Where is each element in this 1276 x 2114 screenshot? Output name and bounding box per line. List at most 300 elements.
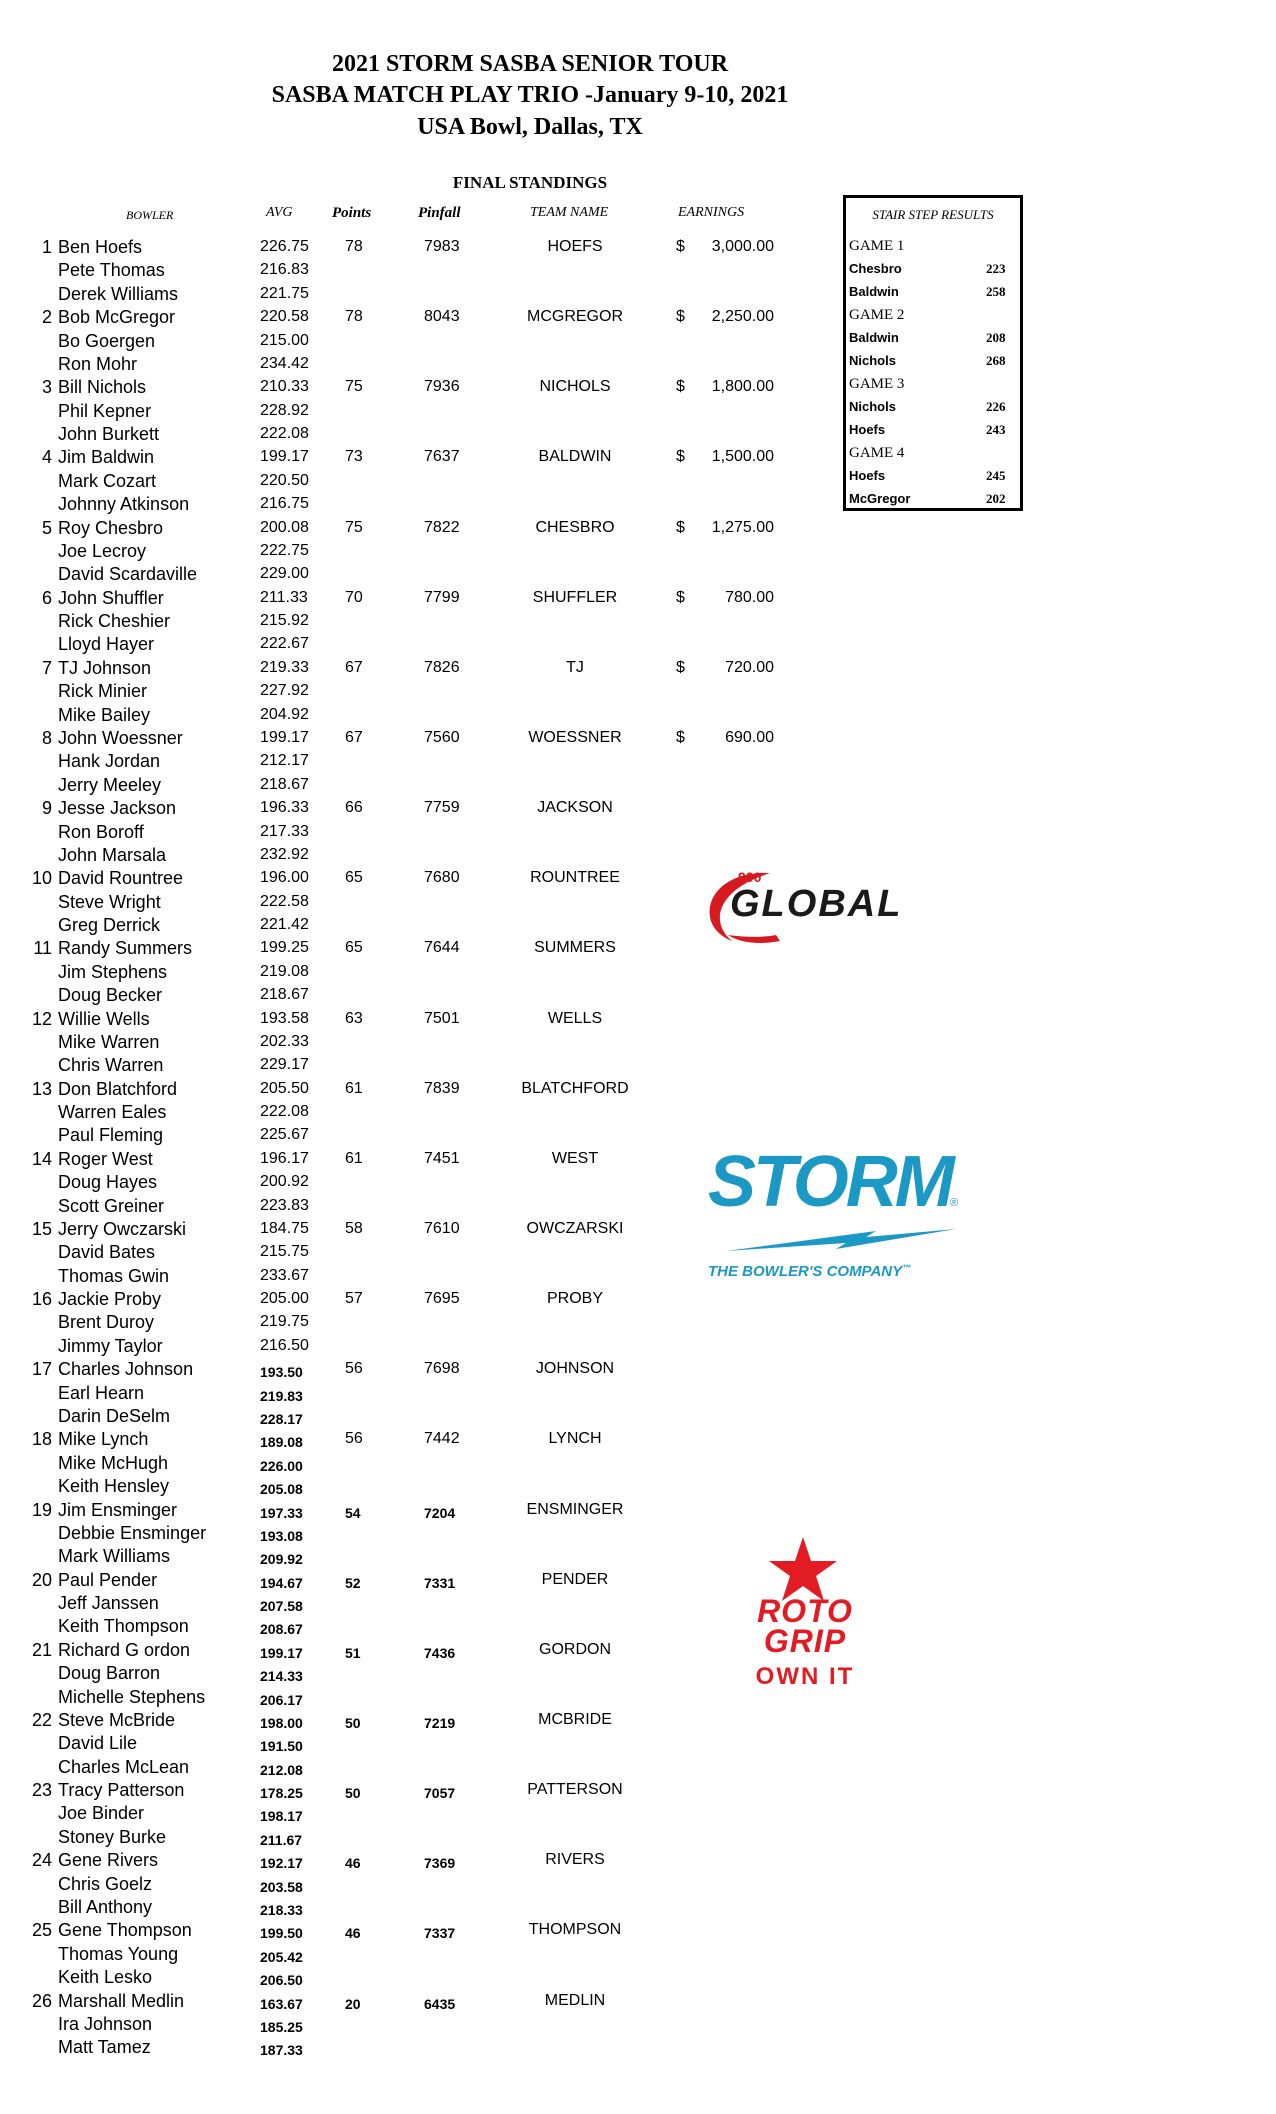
team-rank: 3 [41,377,52,398]
team-pinfall: 7337 [424,1925,456,1942]
avg-column-header: AVG [266,205,293,220]
bowler-name: Scott Greiner [58,1195,165,1216]
team-pinfall: 7436 [424,1644,456,1661]
bowler-average: 221.42 [260,916,309,934]
bowler-average: 205.50 [260,1079,309,1097]
team-rank: 20 [31,1569,52,1590]
team-points: 63 [345,1009,363,1027]
bowler-name: Jimmy Taylor [58,1335,163,1356]
bowler-name: John Shuffler [58,587,164,608]
bowler-name: Phil Kepner [58,400,152,421]
bowler-average: 215.00 [260,331,309,349]
lightning-bolt-icon [726,1225,956,1255]
bowler-average: 202.33 [260,1032,309,1050]
team-name: GORDON [539,1640,611,1658]
bowler-name: Doug Barron [58,1663,161,1684]
bowler-name: Jim Baldwin [58,447,155,468]
team-name: OWCZARSKI [526,1219,624,1237]
bowler-average: 225.67 [260,1126,309,1144]
bowler-name: Jackie Proby [58,1289,162,1310]
team-rank: 9 [41,798,52,819]
bowler-average: 228.17 [260,1411,303,1427]
team-rank: 18 [31,1429,52,1450]
team-rank: 17 [31,1359,52,1380]
stair-step-results-box [843,195,1023,511]
team-points: 75 [345,518,363,536]
team-rank: 23 [31,1780,52,1801]
bowler-average: 199.50 [260,1925,303,1942]
bowler-average: 200.92 [260,1173,309,1191]
bowler-average: 203.58 [260,1878,303,1895]
team-rank: 22 [31,1709,52,1730]
team-name: HOEFS [547,238,603,255]
bowler-name: Thomas Gwin [58,1265,170,1286]
team-points: 56 [345,1430,363,1448]
team-name: PENDER [541,1570,609,1588]
team-earnings: $ 720.00 [676,658,774,676]
bowler-name: Greg Derrick [58,915,161,936]
team-pinfall: 7637 [424,448,460,466]
team-pinfall: 7680 [424,869,460,887]
bowler-average: 221.75 [260,284,309,302]
stair-bowler-name: Nichols [849,353,896,368]
bowler-average: 220.58 [260,308,309,326]
team-name: SHUFFLER [532,588,618,606]
bowler-average: 199.25 [260,939,309,957]
bowler-name: Stoney Burke [58,1826,167,1847]
grip-wordmark: GRIP [763,1623,847,1659]
team-name: SUMMERS [534,939,616,957]
bowler-name: Mike McHugh [58,1452,169,1473]
bowler-name: Thomas Young [58,1943,179,1964]
team-pinfall: 7822 [424,518,460,536]
team-pinfall: 7369 [424,1855,456,1872]
bowler-average: 234.42 [260,354,309,372]
bowler-name: Ron Mohr [58,353,138,374]
bowler-average: 205.00 [260,1290,309,1308]
bowler-name: Doug Becker [58,985,163,1006]
team-name: MCBRIDE [538,1710,612,1728]
team-name: ENSMINGER [526,1500,624,1518]
bowler-average: 196.17 [260,1149,309,1167]
bowler-name: David Bates [58,1242,156,1263]
team-rank: 5 [41,517,52,538]
team-name: PROBY [546,1290,603,1308]
team-name: NICHOLS [539,378,611,396]
bowler-name: Debbie Ensminger [58,1522,207,1543]
bowler-average: 178.25 [260,1785,303,1802]
bowler-average: 219.75 [260,1313,309,1331]
team-points: 67 [345,658,363,676]
bowler-name: Mark Cozart [58,470,157,491]
team-rank: 15 [31,1218,52,1239]
bowler-average: 206.50 [260,1972,303,1989]
bowler-name: Ben Hoefs [58,237,143,257]
team-rank: 4 [41,447,52,468]
bowler-name: Derek Williams [58,283,179,304]
team-rank: 11 [33,938,52,959]
bowler-average: 218.67 [260,986,309,1004]
team-points: 61 [345,1149,363,1167]
bowler-average: 206.17 [260,1691,303,1708]
bowler-name: Paul Fleming [58,1125,164,1146]
team-name: TJ [566,658,584,676]
bowler-name: Brent Duroy [58,1312,155,1333]
stair-bowler-name: Hoefs [849,422,886,437]
bowler-name: Ron Boroff [58,821,144,842]
bowler-average: 196.33 [260,799,309,817]
team-points: 52 [345,1574,361,1591]
team-earnings: $ 1,275.00 [676,518,774,536]
team-rank: 21 [31,1639,52,1660]
team-rank: 13 [31,1078,52,1099]
stair-bowler-name: McGregor [849,491,911,506]
team-rank: 2 [41,307,52,328]
bowler-name: David Lile [58,1733,138,1754]
storm-wordmark: STORM [708,1142,952,1222]
team-name: BLATCHFORD [521,1079,629,1097]
storm-registered-mark: ® [950,1197,959,1209]
team-pinfall: 7759 [424,799,460,817]
bowler-name: Bill Anthony [58,1896,153,1917]
roto-wordmark: ROTO [757,1593,853,1629]
bowler-average: 215.92 [260,612,309,630]
bowler-average: 219.08 [260,962,309,980]
title-line-3: USA Bowl, Dallas, TX [417,114,643,140]
team-earnings: $ 2,250.00 [676,308,774,326]
team-pinfall: 7826 [424,658,460,676]
team-points: 66 [345,799,363,817]
bowler-name: Jerry Meeley [58,774,162,795]
final-standings-heading: FINAL STANDINGS [452,173,608,192]
bowler-average: 227.92 [260,682,309,700]
bowler-name: David Scardaville [58,564,198,585]
bowler-name: Doug Hayes [58,1172,158,1193]
bowler-name: Jesse Jackson [58,798,177,819]
team-name: JOHNSON [535,1360,615,1378]
bowler-average: 211.33 [260,588,308,606]
bowler-name: Bob McGregor [58,307,176,328]
stair-bowler-name: Chesbro [849,261,902,276]
bowler-name: Darin DeSelm [58,1406,171,1426]
team-name: RIVERS [545,1851,605,1869]
team-pinfall: 7219 [424,1714,456,1731]
team-rank: 6 [41,587,52,608]
team-points: 56 [345,1360,363,1378]
bowler-name: Roy Chesbro [58,517,164,538]
storm-tagline: THE BOWLER'S COMPANY™ [708,1263,912,1280]
bowler-name: Rick Cheshier [58,611,171,632]
team-name: BALDWIN [538,448,612,466]
bowler-name: Mike Bailey [58,704,151,725]
bowler-average: 226.00 [260,1457,303,1474]
team-points: 20 [345,1995,361,2012]
bowler-name: Rick Minier [58,681,148,702]
stair-score: 223 [986,261,1006,276]
bowler-average: 216.83 [260,261,309,279]
stair-bowler-name: Nichols [849,399,896,414]
stair-score: 226 [986,399,1006,414]
team-earnings: $ 690.00 [676,728,774,746]
title-line-1: 2021 STORM SASBA SENIOR TOUR [331,51,729,77]
bowler-name: Pete Thomas [58,260,165,281]
team-points: 61 [345,1079,363,1097]
stair-bowler-name: Hoefs [849,468,886,483]
bowler-name: Joe Lecroy [58,540,147,561]
team-points: 54 [345,1504,361,1521]
team-earnings: $ 3,000.00 [676,238,774,255]
bowler-average: 204.92 [260,705,309,723]
team-points: 78 [345,238,363,255]
team-points: 46 [345,1855,361,1872]
bowler-average: 219.33 [260,658,309,676]
team-points: 50 [345,1785,361,1802]
global-900-text: 900 [738,869,762,885]
bowler-name: Marshall Medlin [58,1990,185,2011]
team-pinfall: 7983 [424,238,460,255]
team-points: 70 [345,588,363,606]
bowler-average: 218.67 [260,775,309,793]
bowler-name: Paul Pender [58,1569,158,1590]
bowler-average: 199.17 [260,1644,303,1661]
stair-game-label: GAME 2 [849,307,905,323]
team-name: WEST [551,1149,599,1167]
bowler-name: Steve McBride [58,1709,176,1730]
bowler-average: 196.00 [260,869,309,887]
bowler-average: 199.17 [260,728,309,746]
bowler-name: Chris Warren [58,1055,164,1076]
team-points: 73 [345,448,363,466]
team-name: JACKSON [537,799,613,817]
bowler-average: 184.75 [260,1219,309,1237]
bowler-average: 185.25 [260,2018,303,2035]
bowler-name: Steve Wright [58,891,161,912]
bowler-average: 191.50 [260,1738,303,1755]
team-rank: 19 [31,1499,52,1520]
bowler-name: Warren Eales [58,1102,167,1123]
bowler-average: 198.17 [260,1808,303,1825]
bowler-name: Roger West [58,1148,153,1169]
team-name: CHESBRO [535,518,615,536]
team-name: WOESSNER [528,728,622,746]
bowler-name: Charles McLean [58,1756,190,1777]
bowler-average: 222.75 [260,541,309,559]
own-it-slogan: OWN IT [755,1663,855,1690]
bowler-average: 194.67 [260,1574,303,1591]
stair-game-label: GAME 1 [849,238,905,254]
bowler-average: 220.50 [260,471,309,489]
bowler-average: 193.50 [260,1364,303,1381]
bowler-name: Don Blatchford [58,1078,178,1099]
team-pinfall: 7610 [424,1219,460,1237]
team-name: ROUNTREE [530,869,620,887]
stair-bowler-name: Baldwin [849,330,899,345]
team-pinfall: 7936 [424,378,460,396]
storm-logo [708,1142,968,1285]
bowler-average: 215.75 [260,1243,309,1261]
team-name: WELLS [547,1009,603,1027]
bowler-average: 219.83 [260,1387,303,1404]
bowler-average: 232.92 [260,845,309,863]
bowler-average: 222.08 [260,1103,309,1121]
bowler-average: 205.42 [260,1948,303,1965]
bowler-average: 229.17 [260,1056,309,1074]
bowler-name: Joe Binder [58,1803,145,1824]
bowler-name: Hank Jordan [58,751,161,772]
bowler-average: 207.58 [260,1598,303,1615]
team-pinfall: 7644 [424,939,460,957]
bowler-average: 193.58 [260,1009,309,1027]
team-rank: 10 [31,868,52,889]
team-pinfall: 7695 [424,1290,460,1308]
bowler-average: 226.75 [260,238,309,255]
bowler-average: 212.17 [260,752,309,770]
team-points: 65 [345,939,363,957]
bowler-name: Charles Johnson [58,1359,194,1380]
bowler-average: 205.08 [260,1481,303,1498]
team-earnings: $ 1,800.00 [676,378,774,396]
bowler-name: Willie Wells [58,1008,150,1029]
bowler-name: John Marsala [58,844,167,865]
roto-grip-logo [705,1535,925,1695]
team-name-column-header: TEAM NAME [530,205,609,220]
bowler-average: 229.00 [260,565,309,583]
bowler-name: Richard G ordon [58,1639,191,1660]
team-pinfall: 7560 [424,728,460,746]
team-pinfall: 7442 [424,1430,460,1448]
team-name: LYNCH [548,1430,602,1448]
bowler-name: Chris Goelz [58,1873,153,1894]
team-points: 51 [345,1644,361,1661]
team-pinfall: 6435 [424,1995,456,2012]
bowler-average: 216.50 [260,1336,309,1354]
bowler-average: 223.83 [260,1196,309,1214]
bowler-name: Jerry Owczarski [58,1218,187,1239]
bowler-name: Jeff Janssen [58,1593,159,1614]
bowler-name: Keith Hensley [58,1476,170,1497]
bowler-name: Keith Lesko [58,1967,153,1988]
bowler-name: Jim Ensminger [58,1499,178,1520]
team-rank: 7 [41,657,52,678]
bowler-average: 198.00 [260,1714,303,1731]
global-wordmark: GLOBAL [730,883,903,925]
bowler-average: 212.08 [260,1761,303,1778]
bowler-average: 163.67 [260,1995,303,2012]
points-column-header: Points [332,205,372,221]
stair-score: 202 [986,491,1006,506]
team-points: 57 [345,1290,363,1308]
bowler-name: TJ Johnson [58,657,152,678]
bowler-average: 187.33 [260,2042,303,2059]
bowler-average: 210.33 [260,378,309,396]
team-earnings: $ 1,500.00 [676,448,774,466]
bowler-average: 193.08 [260,1527,303,1544]
bowler-name: Randy Summers [58,938,193,959]
team-pinfall: 7698 [424,1360,460,1378]
team-name: MCGREGOR [527,308,623,326]
team-points: 78 [345,308,363,326]
team-rank: 25 [31,1920,52,1941]
team-pinfall: 8043 [424,308,460,326]
bowler-average: 200.08 [260,518,309,536]
team-pinfall: 7451 [424,1149,460,1167]
stair-score: 208 [986,330,1006,345]
bowler-name: Keith Thompson [58,1616,189,1637]
bowler-average: 199.17 [260,448,309,466]
bowler-average: 189.08 [260,1434,303,1451]
bowler-average: 233.67 [260,1266,309,1284]
pinfall-column-header: Pinfall [418,205,461,221]
bowler-name: David Rountree [58,868,184,889]
team-earnings: $ 780.00 [676,588,774,606]
team-points: 58 [345,1219,363,1237]
bowler-name: Bo Goergen [58,330,156,351]
stair-game-label: GAME 4 [849,445,905,461]
bowler-name: Michelle Stephens [58,1686,206,1707]
bowler-average: 222.08 [260,425,309,443]
team-pinfall: 7204 [424,1504,456,1521]
bowler-name: Mark Williams [58,1546,170,1567]
bowler-average: 222.58 [260,892,309,910]
bowler-name: Bill Nichols [58,377,147,398]
bowler-name: Gene Rivers [58,1850,159,1871]
bowler-name: Jim Stephens [58,961,168,982]
team-points: 65 [345,869,363,887]
team-points: 50 [345,1714,361,1731]
team-rank: 16 [31,1289,52,1310]
900-global-logo [700,865,960,945]
bowler-average: 197.33 [260,1504,303,1521]
bowler-name: Lloyd Hayer [58,634,155,655]
team-rank: 12 [31,1008,52,1029]
bowler-average: 228.92 [260,401,309,419]
bowler-name: Tracy Patterson [58,1780,185,1801]
title-line-2: SASBA MATCH PLAY TRIO -January 9-10, 2021 [271,82,789,108]
bowler-name: Matt Tamez [58,2037,151,2058]
bowler-name: Gene Thompson [58,1920,192,1941]
bowler-average: 211.67 [260,1831,303,1848]
bowler-average: 208.67 [260,1621,303,1638]
team-points: 75 [345,378,363,396]
bowler-average: 214.33 [260,1668,303,1685]
team-points: 46 [345,1925,361,1942]
bowler-name: Earl Hearn [58,1382,145,1403]
bowler-name: John Woessner [58,727,183,748]
bowler-average: 216.75 [260,495,309,513]
bowler-name: Ira Johnson [58,2013,153,2034]
bowler-column-header: BOWLER [126,208,174,222]
stair-step-title: STAIR STEP RESULTS [872,207,994,222]
team-pinfall: 7331 [424,1574,456,1591]
bowler-average: 209.92 [260,1551,303,1568]
earnings-column-header: EARNINGS [678,205,745,220]
stair-score: 258 [986,284,1006,299]
team-pinfall: 7057 [424,1785,456,1802]
bowler-average: 217.33 [260,822,309,840]
team-name: MEDLIN [544,1991,606,2009]
bowler-name: Mike Warren [58,1031,160,1052]
team-rank: 14 [31,1148,52,1169]
bowler-average: 192.17 [260,1855,303,1872]
team-name: PATTERSON [527,1781,623,1799]
bowler-average: 222.67 [260,635,309,653]
team-points: 67 [345,728,363,746]
stair-score: 245 [986,468,1006,483]
stair-score: 268 [986,353,1006,368]
stair-game-label: GAME 3 [849,376,905,392]
bowler-average: 218.33 [260,1901,303,1918]
bowler-name: Johnny Atkinson [58,494,190,515]
